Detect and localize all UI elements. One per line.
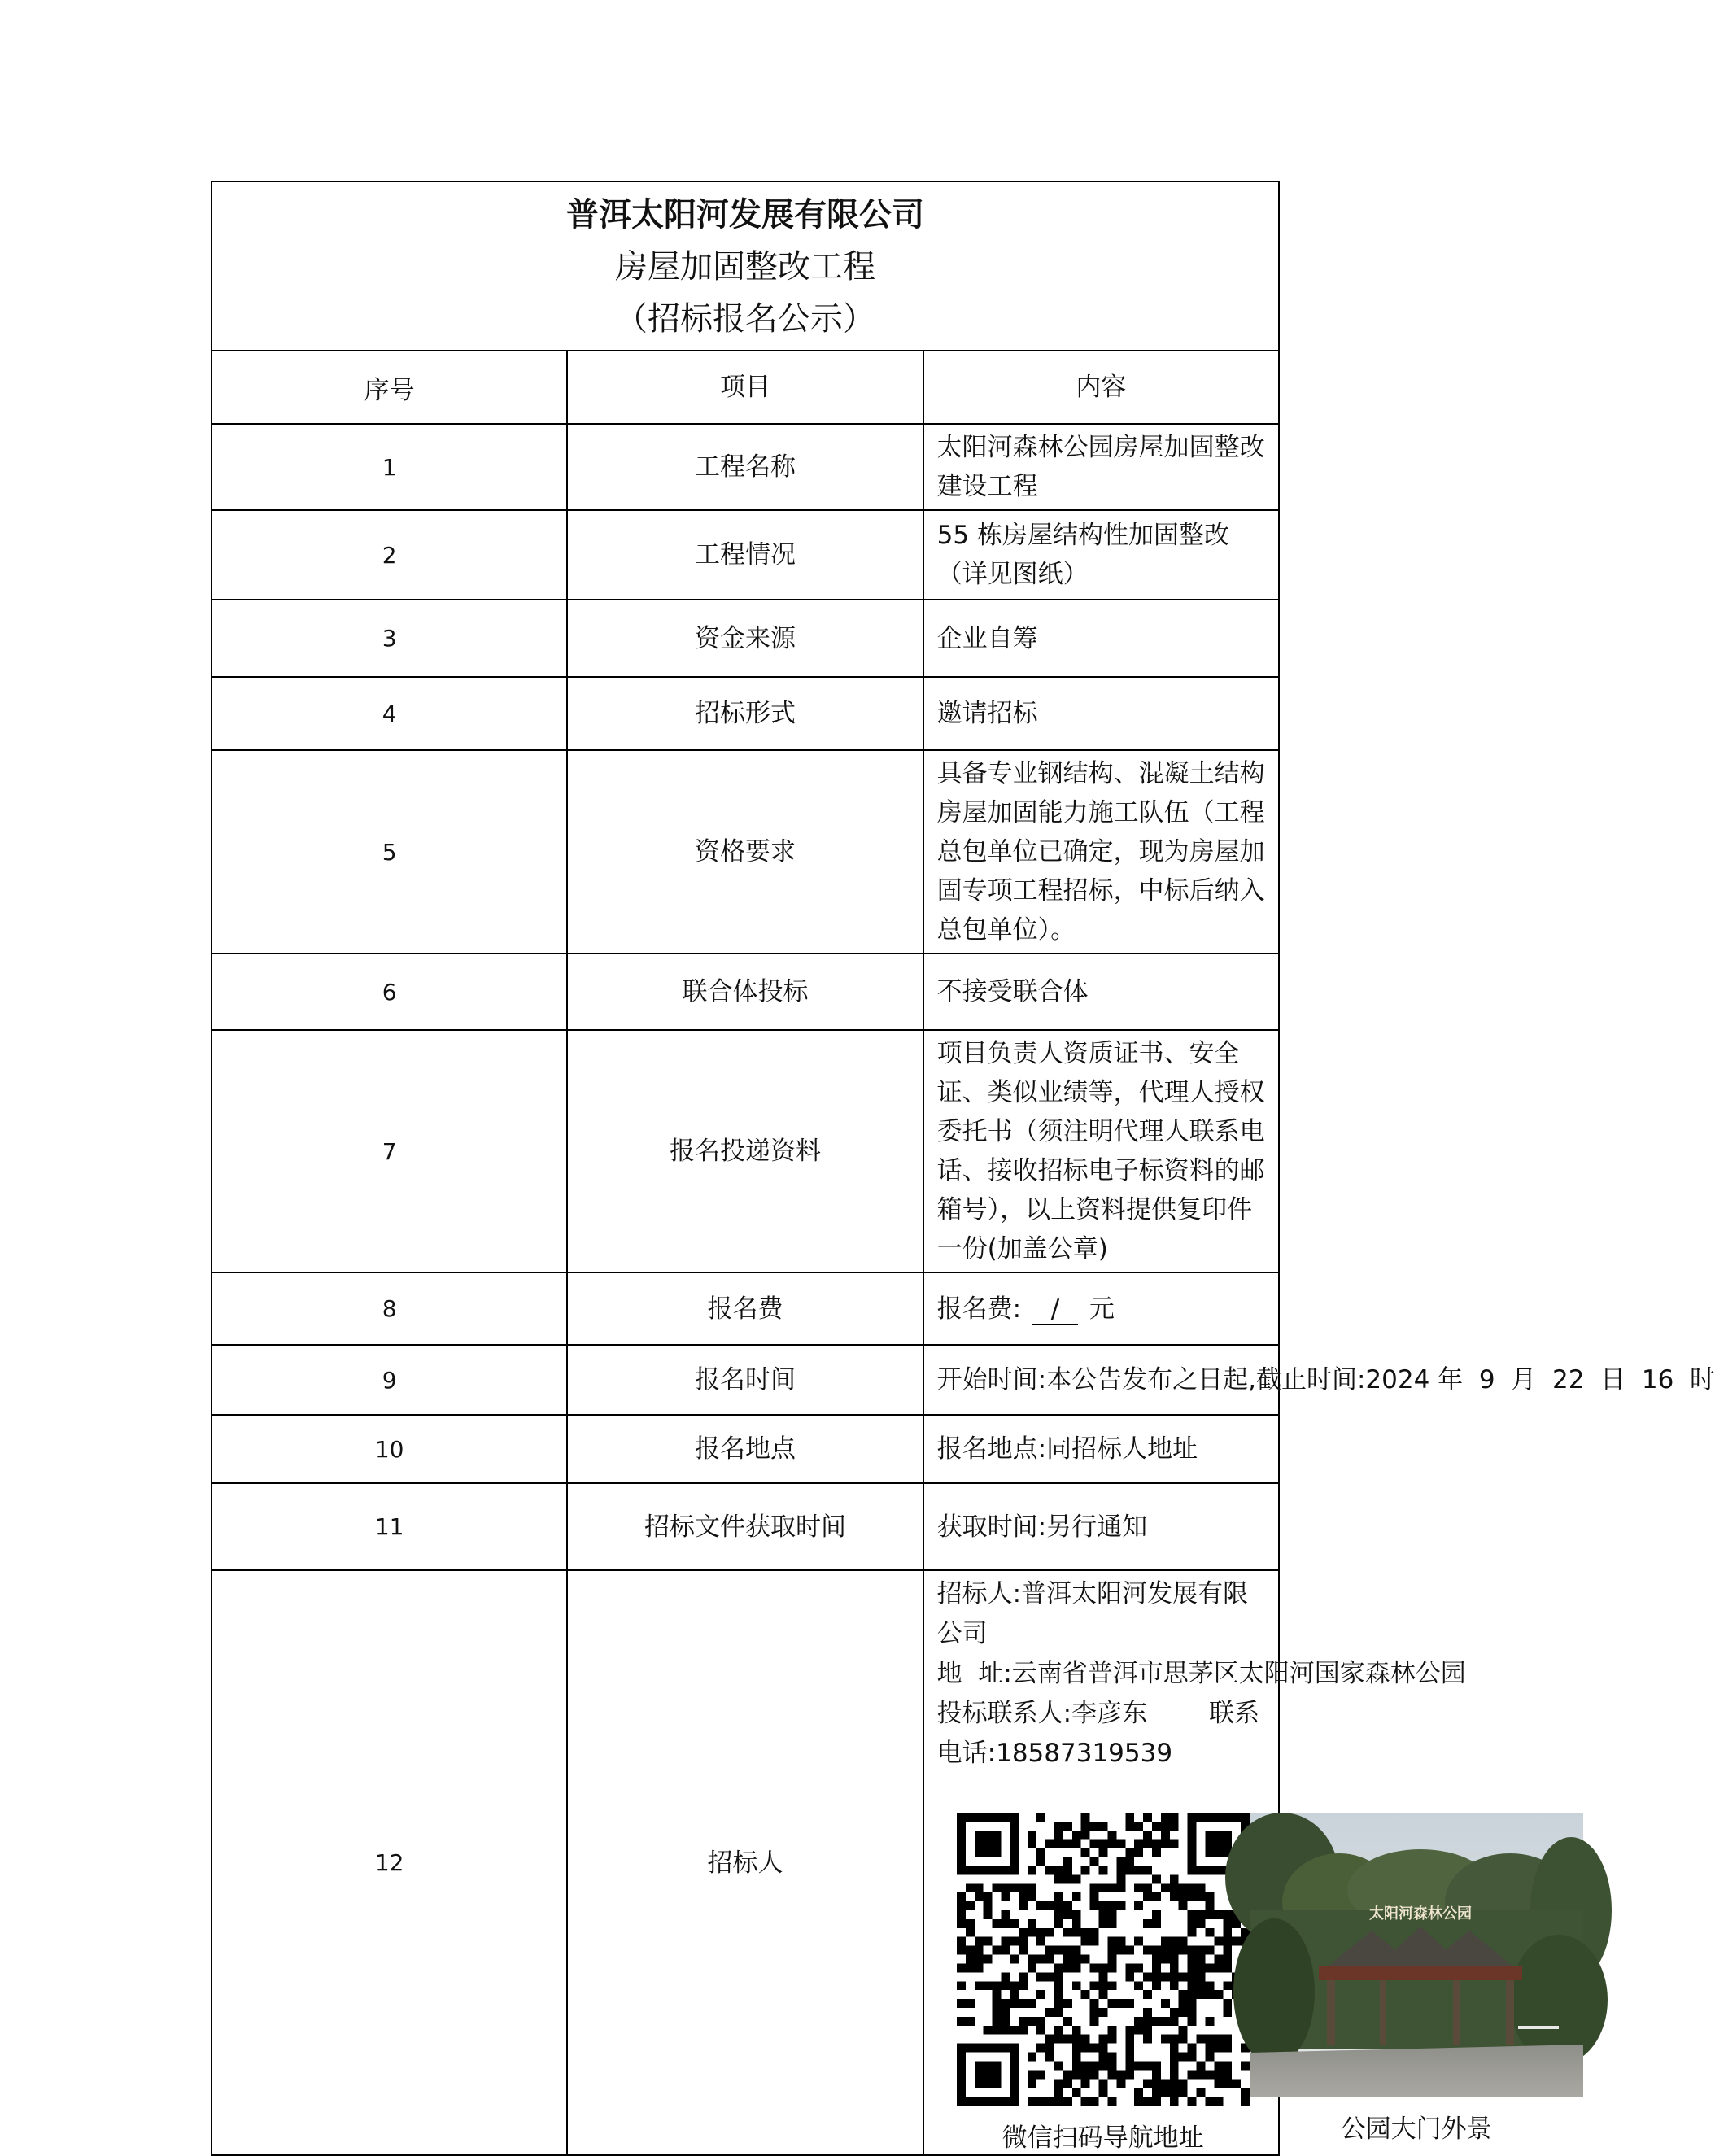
row-item: 工程情况	[567, 510, 923, 600]
row-item: 报名时间	[567, 1345, 923, 1415]
photo-caption: 公园大门外景	[1340, 2115, 1492, 2144]
qr-caption: 微信扫码导航地址	[1002, 2123, 1204, 2153]
media-row	[924, 1778, 1492, 2154]
row-no: 11	[212, 1483, 567, 1570]
row-content: 太阳河森林公园房屋加固整改建设工程	[923, 424, 1279, 510]
row-no: 9	[212, 1345, 567, 1415]
row-content	[923, 1272, 1279, 1345]
photo-figure	[1250, 1813, 1583, 2154]
contact-person: 投标联系人:李彦东	[936, 1699, 1148, 1728]
header-no: 序号	[212, 351, 567, 424]
row-no: 4	[212, 677, 567, 750]
row-item: 资金来源	[567, 600, 923, 677]
project-title: 房屋加固整改工程	[615, 248, 875, 286]
row-item: 工程名称	[567, 424, 923, 510]
row-no: 5	[212, 750, 567, 954]
notice-title: （招标报名公示）	[615, 300, 875, 338]
row-item: 招标文件获取时间	[567, 1483, 923, 1570]
row-no: 3	[212, 600, 567, 677]
tenderer-contact-line	[937, 1694, 1265, 1774]
row-no: 7	[212, 1030, 567, 1272]
row-no: 10	[212, 1415, 567, 1483]
table-row	[212, 1483, 1279, 1570]
company-title: 普洱太阳河发展有限公司	[566, 196, 924, 233]
row-content: 具备专业钢结构、混凝土结构房屋加固能力施工队伍（工程总包单位已确定，现为房屋加固专项工程招标，中标后纳入总包单位）。	[923, 750, 1279, 954]
row-content: 项目负责人资质证书、安全证、类似业绩等，代理人授权委托书（须注明代理人联系电话、接收招标电子标资料的邮箱号），以上资料提供复印件一份(加盖公章)	[923, 1030, 1279, 1272]
announcement-document	[211, 181, 1715, 2156]
table-row	[212, 677, 1279, 750]
row-item: 联合体投标	[567, 954, 923, 1030]
row-no: 1	[212, 424, 567, 510]
table-row	[212, 600, 1279, 677]
table-row	[212, 510, 1279, 600]
row-content: 不接受联合体	[923, 954, 1279, 1030]
table-row	[212, 750, 1279, 954]
row-item: 报名投递资料	[567, 1030, 923, 1272]
header-content: 内容	[923, 351, 1279, 424]
row-content: 开始时间:本公告发布之日起,截止时间:2024 年 9 月 22 日 16 时	[923, 1345, 1279, 1415]
fee-value: /	[1032, 1294, 1078, 1325]
row-item: 报名费	[567, 1272, 923, 1345]
qr-figure	[957, 1813, 1250, 2154]
gate-sign-text: 太阳河森林公园	[1368, 1905, 1472, 1923]
tenderer-name: 招标人:普洱太阳河发展有限公司	[936, 1579, 1249, 1648]
title-block	[212, 181, 1279, 351]
announcement-table	[211, 181, 1715, 2156]
row-content: 企业自筹	[923, 600, 1279, 677]
row-no: 6	[212, 954, 567, 1030]
fee-unit: 元	[1089, 1294, 1115, 1324]
qr-code	[957, 1813, 1250, 2106]
row-item: 资格要求	[567, 750, 923, 954]
row-content: 获取时间:另行通知	[923, 1483, 1279, 1570]
table-row	[212, 424, 1279, 510]
table-row	[212, 1345, 1279, 1415]
park-gate-photo	[1250, 1813, 1583, 2097]
tenderer-cell	[923, 1570, 1492, 2155]
row-content: 55 栋房屋结构性加固整改（详见图纸）	[923, 510, 1279, 600]
table-row	[212, 1570, 1279, 2155]
tenderer-address: 地 址:云南省普洱市思茅区太阳河国家森林公园	[936, 1659, 1466, 1688]
table-row	[212, 1415, 1279, 1483]
header-item: 项目	[567, 351, 923, 424]
row-no: 12	[212, 1570, 567, 2155]
table-row	[212, 1272, 1279, 1345]
row-item: 招标形式	[567, 677, 923, 750]
table-row	[212, 1030, 1279, 1272]
row-no: 8	[212, 1272, 567, 1345]
row-no: 2	[212, 510, 567, 600]
row-item: 招标人	[567, 1570, 923, 2155]
row-content: 邀请招标	[923, 677, 1279, 750]
fee-label: 报名费:	[936, 1294, 1022, 1324]
header-row	[212, 351, 1279, 424]
table-row	[212, 954, 1279, 1030]
contact-phone: 联系电话:18587319539	[936, 1699, 1260, 1768]
row-content: 报名地点:同招标人地址	[923, 1415, 1279, 1483]
row-item: 报名地点	[567, 1415, 923, 1483]
